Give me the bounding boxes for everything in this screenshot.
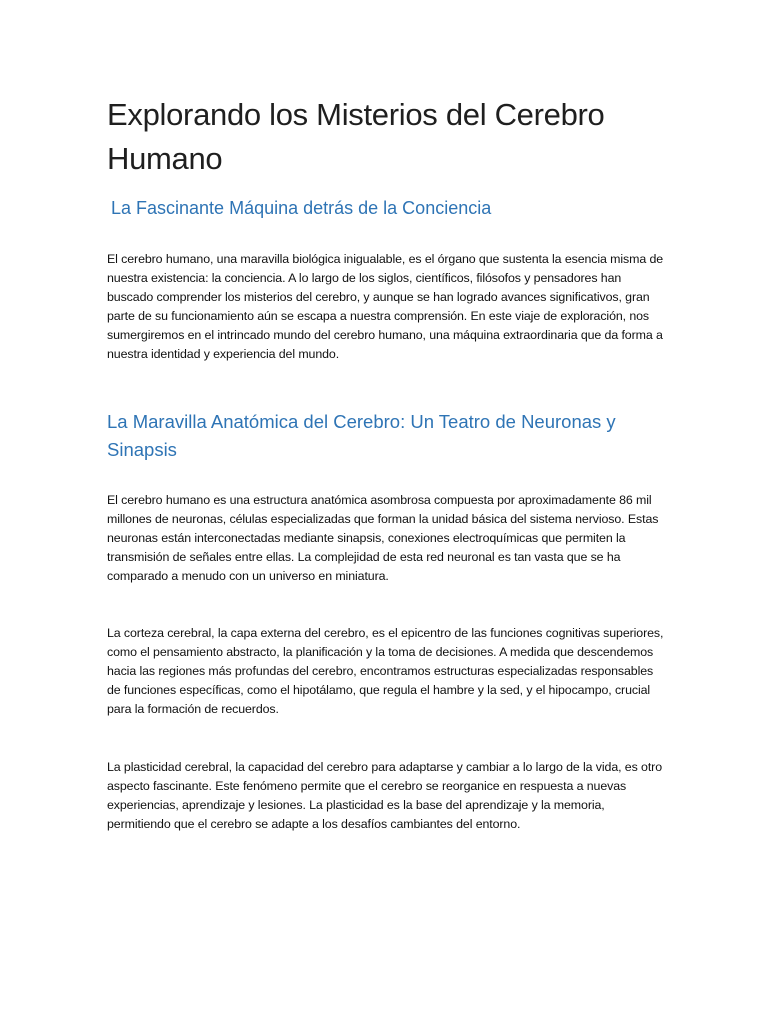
cortex-paragraph: La corteza cerebral, la capa externa del cerebro, es el epicentro de las funciones cognitivas superiores, como el pensamiento abstracto, la planificación y la toma de decisiones. A medida que descendemos hacia las regiones más profundas del cerebro, encontramos estructuras especializadas responsables de funciones específicas, como el hipotálamo, que regula el hambre y la sed, y el hipocampo, crucial para la formación de recuerdos. (107, 626, 664, 716)
document-title: Explorando los Misterios del Cerebro Humano (107, 97, 605, 176)
document-subtitle: La Fascinante Máquina detrás de la Conciencia (111, 198, 492, 218)
plasticity-paragraph: La plasticidad cerebral, la capacidad del cerebro para adaptarse y cambiar a lo largo de la vida, es otro aspecto fascinante. Este fenómeno permite que el cerebro se reorganice en respuesta a nuevas experiencias, aprendizaje y lesiones. La plasticidad es la base del aprendizaje y la memoria, permitiendo que el cerebro se adapte a los desafíos cambiantes del entorno. (107, 760, 662, 831)
intro-paragraph: El cerebro humano, una maravilla biológica inigualable, es el órgano que sustenta la esencia misma de nuestra existencia: la conciencia. A lo largo de los siglos, científicos, filósofos y pensadores han buscado comprender los misterios del cerebro, y aunque se han logrado avances significativos, gran parte de su funcionamiento aún se escapa a nuestra comprensión. En este viaje de exploración, nos sumergiremos en el intrincado mundo del cerebro humano, una máquina extraordinaria que da forma a nuestra identidad y experiencia del mundo. (107, 252, 664, 361)
section-heading: La Maravilla Anatómica del Cerebro: Un Teatro de Neuronas y Sinapsis (107, 411, 616, 460)
anatomy-paragraph: El cerebro humano es una estructura anatómica asombrosa compuesta por aproximadamente 86 mil millones de neuronas, células especializadas que forman la unidad básica del sistema nervioso. Estas neuronas están interconectadas mediante sinapsis, conexiones electroquímicas que permiten la transmisión de señales entre ellas. La complejidad de esta red neuronal es tan vasta que se ha comparado a menudo con un universo en miniatura. (107, 493, 659, 583)
